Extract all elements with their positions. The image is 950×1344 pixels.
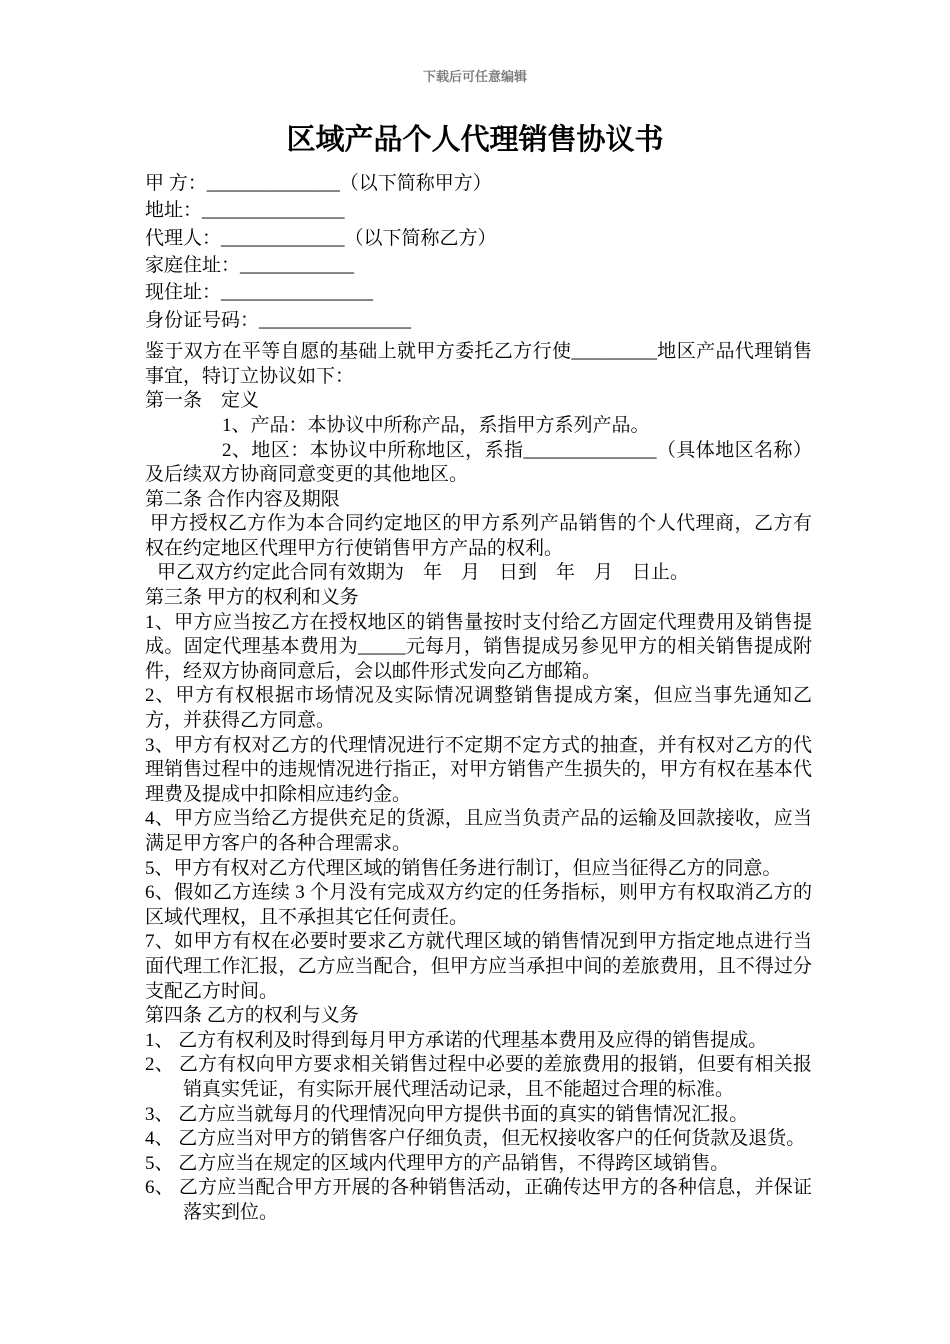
party-info-section [145,170,812,334]
article-2-paragraph: 甲方授权乙方作为本合同约定地区的甲方系列产品销售的个人代理商，乙方有权在约定地区代理甲方行使销售甲方产品的权利。 [145,513,812,559]
form-line-current-address [145,279,812,306]
form-line-party-a [145,170,812,197]
article-4-heading: 第四条 乙方的权利与义务 [145,1005,359,1027]
document-title: 区域产品个人代理销售协议书 [286,124,664,156]
blank-field[interactable]: _______________ [202,200,345,222]
preamble-paragraph: 鉴于双方在平等自愿的基础上就甲方委托乙方行使_________地区产品代理销售事宜，特订立协议如下： [145,341,812,387]
article-3-item: 2、甲方有权根据市场情况及实际情况调整销售提成方案，但应当事先通知乙方，并获得乙方同意。 [145,685,812,732]
article-3-item: 3、甲方有权对乙方的代理情况进行不定期不定方式的抽查，并有权对乙方的代理销售过程中的违规情况进行指正，对甲方销售产生损失的，甲方有权在基本代理费及提成中扣除相应违约金。 [145,734,812,805]
field-label: 代理人： [145,227,222,249]
form-line-address [145,197,812,224]
article-1-item: 2、地区：本协议中所称地区，系指______________（具体地区名称）及后续双方协商同意变更的其他地区。 [145,439,812,486]
agreement-body [145,340,812,1225]
blank-field[interactable]: ____________ [240,254,355,276]
field-label: 甲 方： [145,172,207,194]
article-3-heading: 第三条 甲方的权利和义务 [145,587,359,609]
article-1-heading: 第一条 定义 [145,390,260,412]
field-label: 家庭住址： [145,254,241,276]
blank-field[interactable]: ________________ [221,282,374,304]
field-note: （以下简称乙方） [344,227,497,249]
article-4-item: 6、 乙方应当配合甲方开展的各种销售活动，正确传达甲方的各种信息，并保证落实到位。 [145,1177,812,1223]
article-3-item: 6、假如乙方连续 3 个月没有完成双方约定的任务指标，则甲方有权取消乙方的区域代理权，且不承担其它任何责任。 [145,882,812,928]
field-note: （以下简称甲方） [339,172,492,194]
blank-field[interactable]: _____________ [221,227,345,249]
document-content [145,170,812,1226]
article-4-item: 2、 乙方有权向甲方要求相关销售过程中必要的差旅费用的报销，但要有相关报销真实凭证，有实际开展代理活动记录，且不能超过合理的标准。 [145,1054,812,1100]
form-line-agent [145,225,812,252]
article-1-item: 1、产品：本协议中所称产品，系指甲方系列产品。 [222,414,650,436]
field-label: 现住址： [145,282,222,304]
article-4-item: 5、 乙方应当在规定的区域内代理甲方的产品销售，不得跨区域销售。 [145,1152,730,1174]
article-3-item: 1、甲方应当按乙方在授权地区的销售量按时支付给乙方固定代理费用及销售提成。固定代理基本费用为_____元每月，销售提成另参见甲方的相关销售提成附件，经双方协商同意后，会以邮件形式发向乙方邮箱。 [145,611,812,682]
blank-field[interactable]: ________________ [259,309,412,331]
article-4-item: 4、 乙方应当对甲方的销售客户仔细负责，但无权接收客户的任何货款及退货。 [145,1128,806,1150]
article-3-item: 5、甲方有权对乙方代理区域的销售任务进行制订，但应当征得乙方的同意。 [145,857,782,879]
field-label: 地址： [145,200,203,222]
form-line-id-number [145,307,812,334]
article-4-item: 1、 乙方有权利及时得到每月甲方承诺的代理基本费用及应得的销售提成。 [145,1029,768,1051]
field-label: 身份证号码： [145,309,260,331]
article-4-item: 3、 乙方应当就每月的代理情况向甲方提供书面的真实的销售情况汇报。 [145,1103,749,1125]
article-2-term-line: 甲乙双方约定此合同有效期为 年 月 日到 年 月 日止。 [157,562,690,584]
article-2-heading: 第二条 合作内容及期限 [145,488,340,510]
header-note: 下载后可任意编辑 [422,69,527,84]
blank-field[interactable]: ______________ [206,172,340,194]
article-3-item: 4、甲方应当给乙方提供充足的货源，且应当负责产品的运输及回款接收，应当满足甲方客户的各种合理需求。 [145,808,812,854]
form-line-home-address [145,252,812,279]
article-3-item: 7、如甲方有权在必要时要求乙方就代理区域的销售情况到甲方指定地点进行当面代理工作汇报，乙方应当配合，但甲方应当承担中间的差旅费用，且不得过分支配乙方时间。 [145,931,812,1002]
